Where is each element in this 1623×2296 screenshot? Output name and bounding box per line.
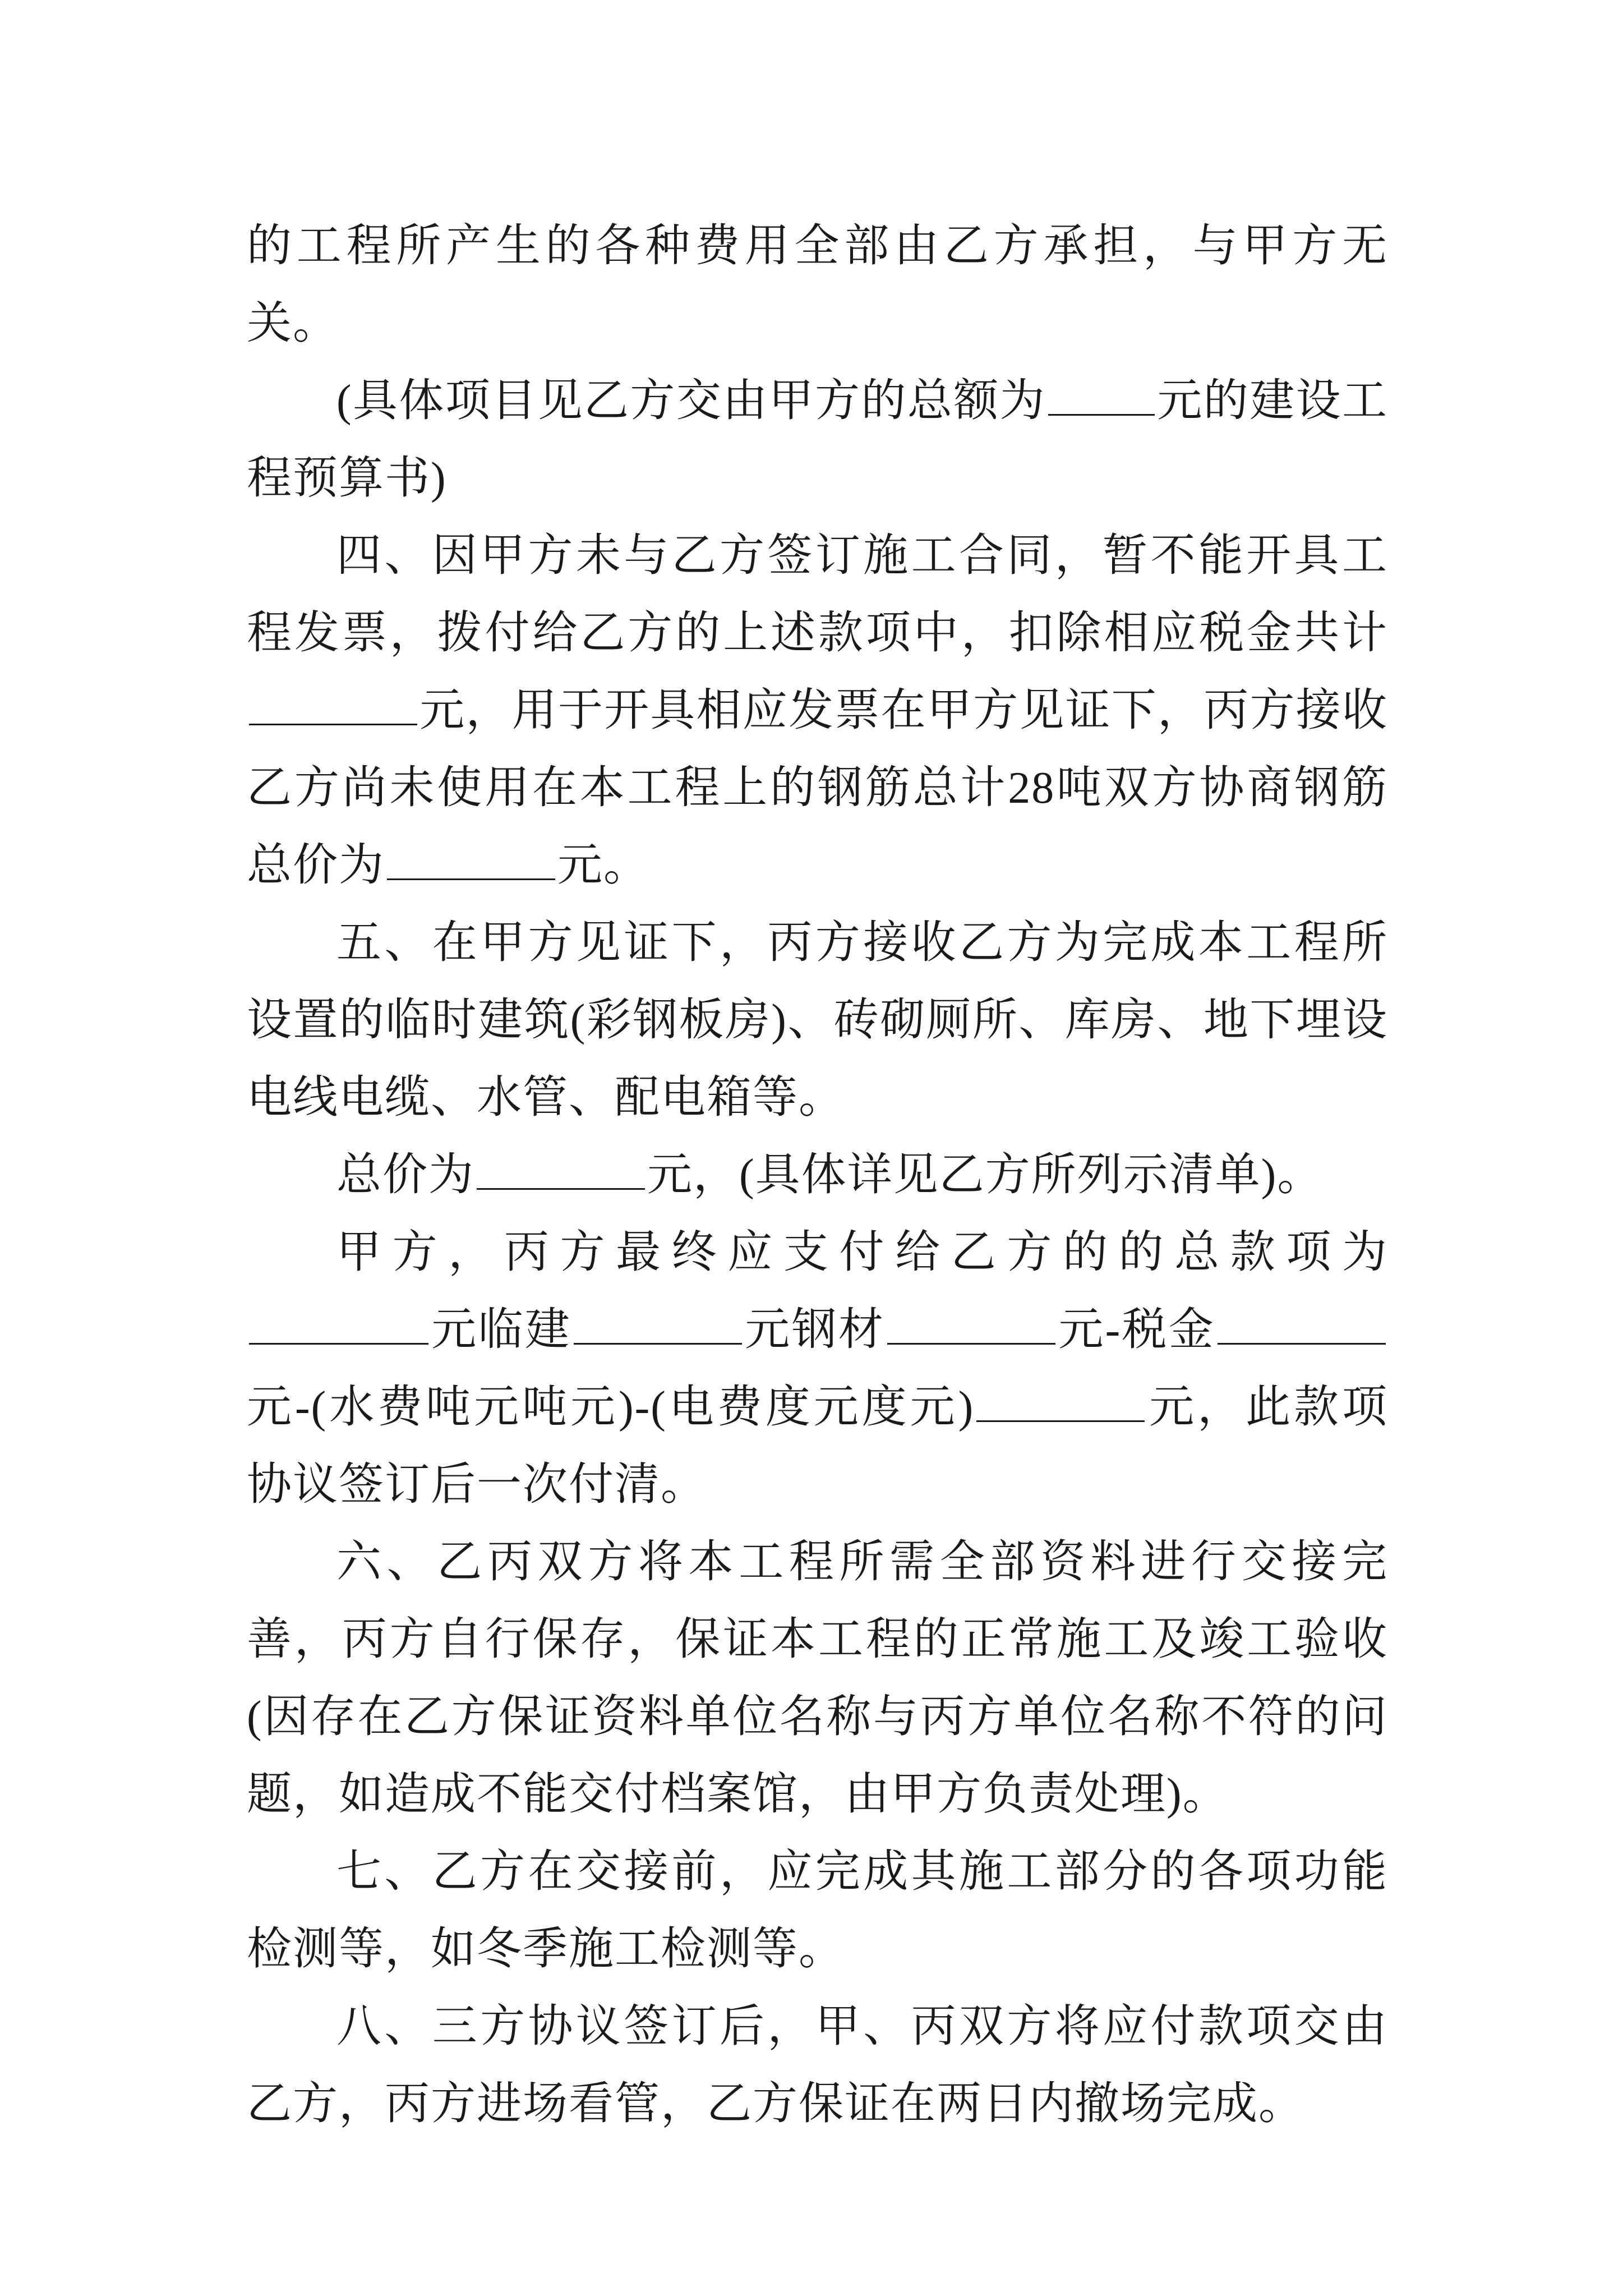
document-paragraph <box>247 208 1388 362</box>
fill-in-blank <box>249 688 417 725</box>
document-paragraph <box>247 1214 1388 1524</box>
fill-in-blank <box>887 1307 1055 1345</box>
fill-in-blank <box>976 1384 1145 1422</box>
paragraph-text: 七、乙方在交接前，应完成其施工部分的各项功能检测等，如冬季施工检测等。 <box>247 1847 1388 1974</box>
fill-in-blank <box>387 843 555 880</box>
document-paragraph <box>247 1137 1388 1214</box>
paragraph-text: (具体项目见乙方交由甲方的总额为 <box>336 376 1046 426</box>
paragraph-text: 元的建设工程预算书) <box>247 376 1389 503</box>
paragraph-text: 元钢材 <box>744 1305 886 1355</box>
fill-in-blank <box>249 1307 428 1345</box>
paragraph-text: 五、在甲方见证下，丙方接收乙方为完成本工程所设置的临时建筑(彩钢板房)、砖砌厕所、库房、地下埋设电线电缆、水管、配电箱等。 <box>247 918 1388 1122</box>
paragraph-text: 元临建 <box>431 1305 572 1355</box>
paragraph-text: 的工程所产生的各种费用全部由乙方承担，与甲方无关。 <box>247 222 1388 348</box>
paragraph-text: 元，此款项协议签订后一次付清。 <box>247 1383 1389 1510</box>
document-paragraph <box>247 1524 1388 1833</box>
document-body <box>247 208 1388 2143</box>
paragraph-text: 元-税金 <box>1058 1305 1216 1355</box>
paragraph-text: 元，用于开具相应发票在甲方见证下，丙方接收乙方尚未使用在本工程上的钢筋总计28吨双方协商钢筋总价为 <box>247 686 1388 890</box>
document-paragraph <box>247 1988 1388 2143</box>
paragraph-text: 元。 <box>557 841 649 890</box>
document-paragraph <box>247 517 1388 904</box>
paragraph-text: 六、乙丙双方将本工程所需全部资料进行交接完善，丙方自行保存，保证本工程的正常施工及竣工验收(因存在乙方保证资料单位名称与丙方单位名称不符的问题，如造成不能交付档案馆，由甲方负责处理)。 <box>247 1538 1388 1819</box>
paragraph-text: 八、三方协议签订后，甲、丙双方将应付款项交由乙方，丙方进场看管，乙方保证在两日内撤场完成。 <box>247 2002 1388 2129</box>
fill-in-blank <box>574 1307 742 1345</box>
paragraph-text: 四、因甲方未与乙方签订施工合同，暂不能开具工程发票，拨付给乙方的上述款项中，扣除相应税金共计 <box>247 531 1388 658</box>
paragraph-text: 甲方，丙方最终应支付给乙方的的总款项为 <box>336 1228 1388 1277</box>
fill-in-blank <box>1218 1307 1386 1345</box>
fill-in-blank <box>477 1152 645 1190</box>
fill-in-blank <box>1048 378 1155 416</box>
document-paragraph <box>247 1833 1388 1988</box>
paragraph-text: 元，(具体详见乙方所列示清单)。 <box>647 1151 1324 1200</box>
paragraph-text: 总价为 <box>336 1151 474 1200</box>
document-paragraph <box>247 904 1388 1137</box>
document-paragraph <box>247 362 1388 517</box>
paragraph-text: 元-(水费吨元吨元)-(电费度元度元) <box>247 1383 975 1432</box>
